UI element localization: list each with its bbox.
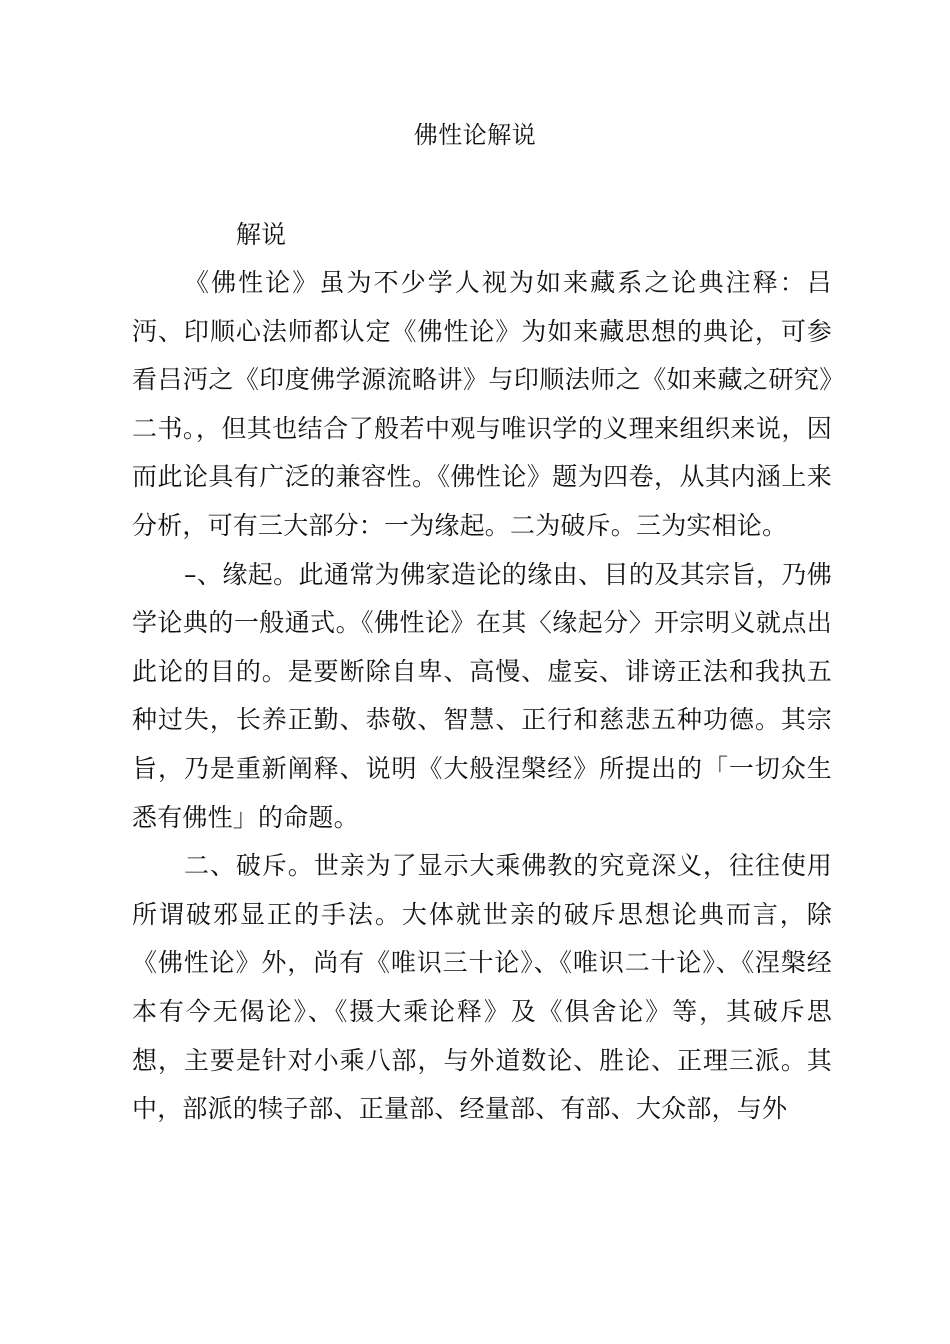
paragraph-intro: 《佛性论》虽为不少学人视为如来藏系之论典注释：吕沔、印顺心法师都认定《佛性论》为如来藏思想的典论，可参看吕沔之《印度佛学源流略讲》与印顺法师之《如来藏之研究》二书。，但其也结合了般若中观与唯识学的义理来组织来说，因而此论具有广泛的兼容性。《佛性论》题为四卷，从其内涵上来分析，可有三大部分：一为缘起。二为破斥。三为实相论。 bbox=[132, 268, 832, 540]
paragraph-origin: –、缘起。此通常为佛家造论的缘由、目的及其宗旨，乃佛学论典的一般通式。《佛性论》在其〈缘起分〉开宗明义就点出此论的目的。是要断除自卑、高慢、虚妄、诽谤正法和我执五种过失，长养正勤、恭敬、智慧、正行和慈悲五种功德。其宗旨，乃是重新阐释、说明《大般涅槃经》所提出的「一切众生悉有佛性」的命题。 bbox=[132, 559, 832, 832]
document-body bbox=[132, 211, 832, 1134]
document-title: 佛性论解说 bbox=[413, 121, 537, 149]
section-heading: 解说 bbox=[236, 220, 287, 249]
paragraph-refutation: 二、破斥。世亲为了显示大乘佛教的究竟深义，往往使用所谓破邪显正的手法。大体就世亲的破斥思想论典而言，除《佛性论》外，尚有《唯识三十论》、《唯识二十论》、《涅槃经本有今无偈论》、《摄大乘论释》及《俱舍论》等，其破斥思想，主要是针对小乘八部，与外道数论、胜论、正理三派。其中，部派的犊子部、正量部、经量部、有部、大众部，与外 bbox=[132, 851, 832, 1124]
